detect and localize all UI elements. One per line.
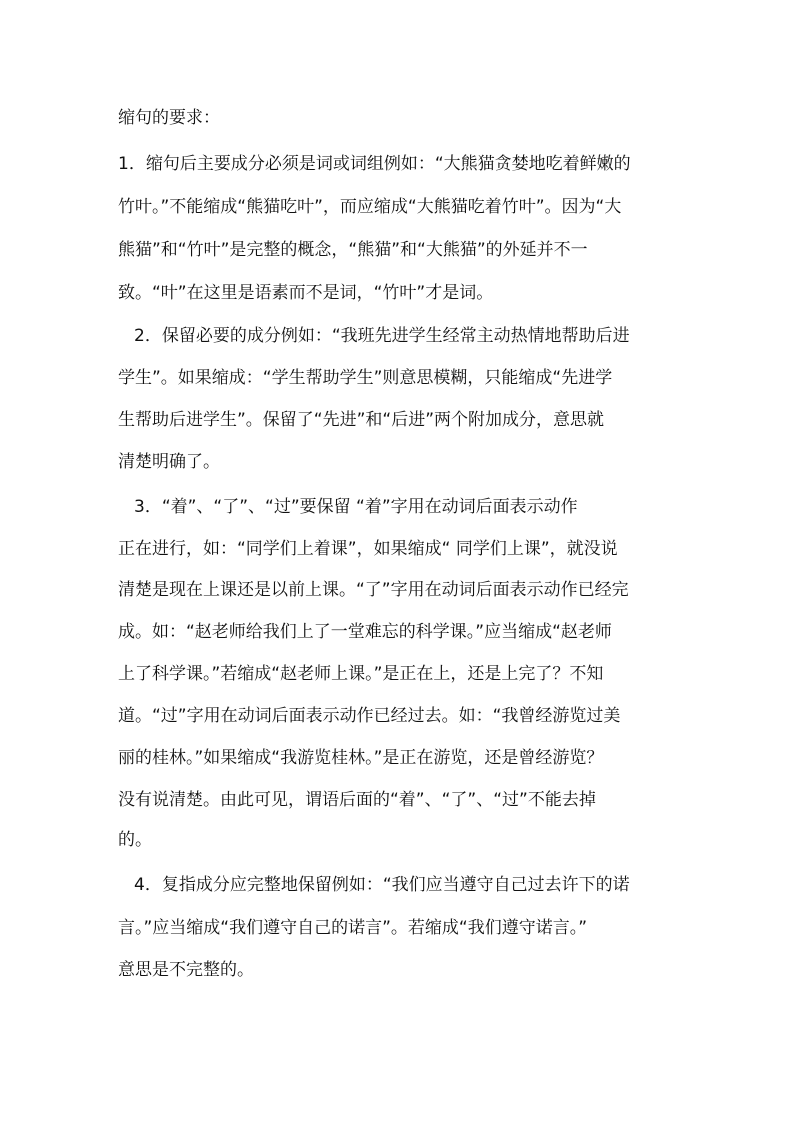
paragraph-1-line-2: 竹叶。”不能缩成“熊猫吃叶”，而应缩成“大熊猫吃着竹叶”。因为“大	[118, 197, 622, 217]
paragraph-1-line-3: 熊猫”和“竹叶”是完整的概念，“熊猫”和“大熊猫”的外延并不一	[118, 240, 588, 260]
paragraph-3-line-9: 的。	[118, 830, 152, 850]
paragraph-3-line-4: 成。如：“赵老师给我们上了一堂难忘的科学课。”应当缩成“赵老师	[118, 622, 612, 642]
paragraph-3-line-5: 上了科学课。”若缩成“赵老师上课。”是正在上，还是上完了？不知	[118, 664, 604, 684]
paragraph-3-line-1: 3．“着”、“了”、“过”要保留 “着”字用在动词后面表示动作	[134, 497, 578, 517]
paragraph-2-line-1: 2．保留必要的成分例如：“我班先进学生经常主动热情地帮助后进	[134, 326, 630, 346]
paragraph-3-line-2: 正在进行，如：“同学们上着课”，如果缩成“ 同学们上课”，就没说	[118, 539, 618, 559]
heading: 缩句的要求：	[118, 108, 220, 128]
paragraph-1-line-4: 致。“叶”在这里是语素而不是词，“竹叶”才是词。	[118, 283, 494, 303]
paragraph-2-line-2: 学生”。如果缩成：“学生帮助学生”则意思模糊，只能缩成“先进学	[118, 368, 613, 388]
paragraph-4-line-1: 4．复指成分应完整地保留例如：“我们应当遵守自己过去许下的诺	[134, 875, 630, 895]
paragraph-4-line-3: 意思是不完整的。	[118, 960, 254, 980]
paragraph-3-line-3: 清楚是现在上课还是以前上课。“了”字用在动词后面表示动作已经完	[118, 580, 629, 600]
paragraph-3-line-7: 丽的桂林。”如果缩成“我游览桂林。”是正在游览，还是曾经游览？	[118, 748, 604, 768]
paragraph-4-line-2: 言。”应当缩成“我们遵守自己的诺言”。若缩成“我们遵守诺言。”	[118, 918, 588, 938]
paragraph-3-line-6: 道。“过”字用在动词后面表示动作已经过去。如：“我曾经游览过美	[118, 706, 621, 726]
paragraph-2-line-3: 生帮助后进学生”。保留了“先进”和“后进”两个附加成分，意思就	[118, 410, 605, 430]
paragraph-1-line-1: 1．缩句后主要成分必须是词或词组例如：“大熊猫贪婪地吃着鲜嫩的	[118, 154, 631, 174]
paragraph-3-line-8: 没有说清楚。由此可见，谓语后面的“着”、“了”、“过”不能去掉	[118, 790, 596, 810]
paragraph-2-line-4: 清楚明确了。	[118, 452, 220, 472]
